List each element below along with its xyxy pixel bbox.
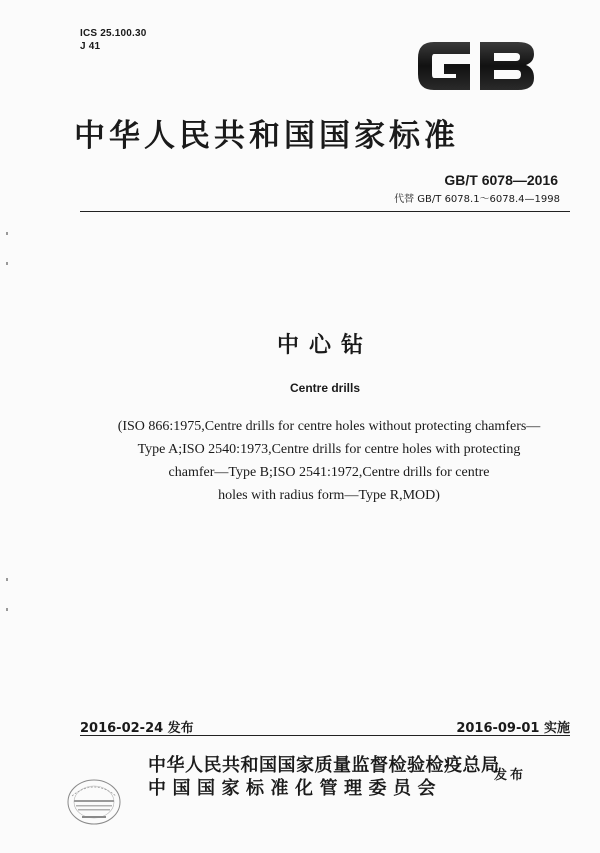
footer-divider [80, 735, 570, 736]
scan-artifact [6, 578, 8, 581]
issue-date: 2016-02-24 发布 [80, 721, 194, 736]
national-standard-title: 中华人民共和国国家标准 [74, 118, 459, 154]
scan-artifact [6, 608, 8, 611]
iso-reference-line: chamfer—Type B;ISO 2541:1972,Centre drills for centre [168, 465, 490, 480]
ics-code: ICS 25.100.30 [80, 28, 147, 39]
header-divider [80, 211, 570, 212]
standard-number: GB/T 6078—2016 [444, 172, 558, 188]
scan-artifact [6, 232, 8, 235]
iso-reference-line: Type A;ISO 2540:1973,Centre drills for centre holes with protecting [137, 442, 521, 457]
document-title-cn: 中心钻 [276, 333, 373, 358]
replaces-note: 代替 GB/T 6078.1～6078.4—1998 [394, 194, 560, 205]
gb-logo-icon [414, 38, 538, 94]
scan-artifact [6, 262, 8, 265]
implementation-date: 2016-09-01 实施 [456, 721, 570, 736]
iso-reference-line: holes with radius form—Type R,MOD) [218, 488, 440, 503]
document-title-en: Centre drills [289, 381, 361, 395]
iso-reference [84, 415, 574, 507]
seal-stamp-icon [62, 772, 126, 832]
publish-label: 发布 [494, 768, 527, 783]
issuer-sac: 中国国家标准化管理委员会 [148, 778, 442, 799]
iso-reference-line: (ISO 866:1975,Centre drills for centre holes without protecting chamfers— [117, 419, 541, 434]
ccs-code: J 41 [80, 41, 101, 52]
issuer-aqsiq: 中华人民共和国国家质量监督检验检疫总局 [148, 755, 500, 776]
